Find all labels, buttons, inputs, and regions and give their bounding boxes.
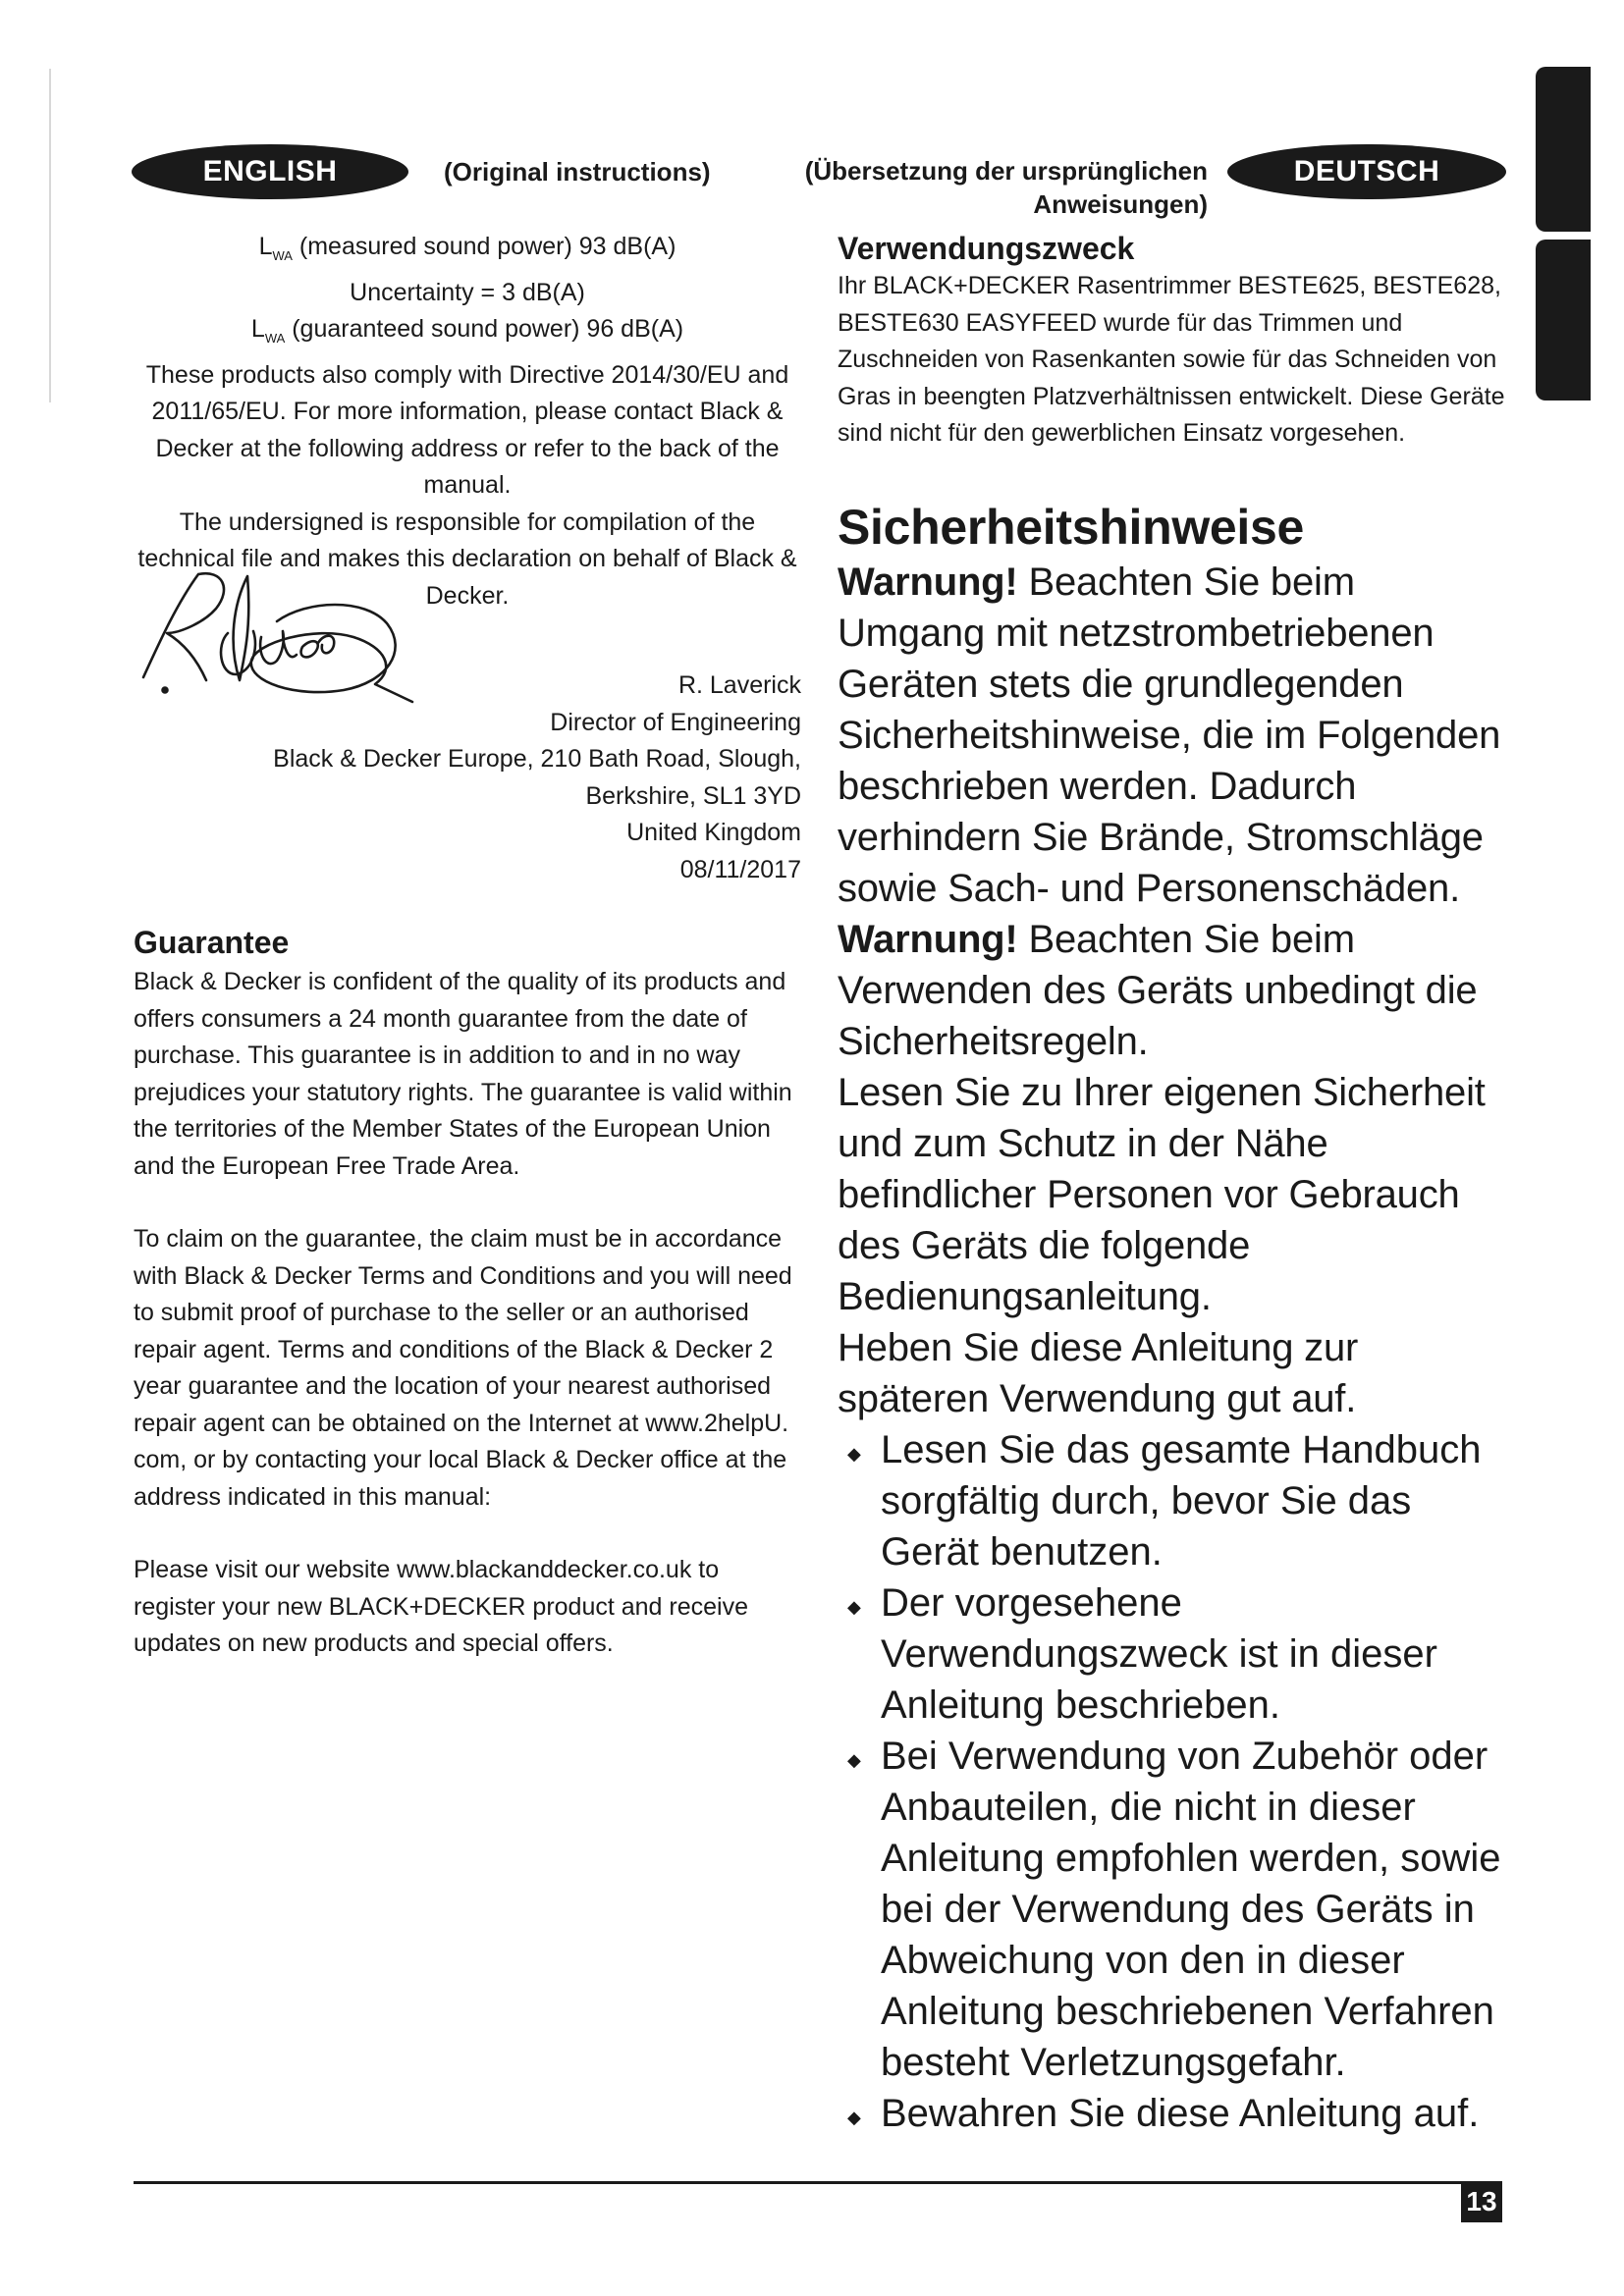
list-item: ◆ Bewahren Sie diese Anleitung auf.	[838, 2088, 1505, 2147]
warning-text: Beachten Sie beim Verwenden des Geräts unbedingt die Sicherheitsregeln.	[838, 917, 1478, 1063]
safety-paragraph-4: Heben Sie diese Anleitung zur späteren Verwendung gut auf.	[838, 1325, 1359, 1420]
guarantee-paragraph-3: Please visit our website www.blackanddecker.co.uk to register your new BLACK+DECKER product and receive updates on new products and special offers.	[134, 1556, 748, 1657]
address-country: United Kingdom	[626, 819, 801, 846]
warning-label: Warnung!	[838, 917, 1018, 961]
language-label-text: DEUTSCH	[1293, 155, 1440, 187]
list-item: ◆ Lesen Sie das gesamte Handbuch sorgfältig durch, bevor Sie das Gerät benutzen.	[838, 1424, 1505, 1577]
page-number-text: 13	[1466, 2186, 1497, 2216]
translation-note	[785, 154, 1208, 221]
footer-rule	[134, 2181, 1502, 2184]
deutsch-column	[838, 229, 1505, 2147]
guarantee-heading: Guarantee	[134, 925, 290, 960]
safety-paragraph-3: Lesen Sie zu Ihrer eigenen Sicherheit und zum Schutz in der Nähe befindlicher Personen vor Gebrauch des Geräts die folgende Bedienungsanleitung.	[838, 1070, 1486, 1318]
uncertainty: Uncertainty = 3 dB(A)	[350, 278, 585, 306]
side-tab-english	[1536, 67, 1591, 232]
guarantee-section	[134, 923, 801, 1663]
english-column	[134, 229, 801, 614]
purpose-heading: Verwendungszweck	[838, 231, 1135, 266]
guarantee-paragraph-2: To claim on the guarantee, the claim must be in accordance with Black & Decker Terms and Conditions and you will need to submit proof of purchase to the seller or an authorised repair agent. Terms and conditions of the Black & Decker 2 year guarantee and the location of your nearest authorised repair agent can be obtained on the Internet at www.2helpU. com, or by contacting your local Black & Decker office at the address indicated in this manual:	[134, 1225, 792, 1511]
page-number	[1461, 2181, 1502, 2222]
bullet-diamond-icon: ◆	[847, 2107, 861, 2127]
address-line2: Berkshire, SL1 3YD	[585, 781, 801, 810]
bullet-diamond-icon: ◆	[847, 1443, 861, 1464]
signatory-title: Director of Engineering	[550, 708, 801, 736]
translation-note-line1: (Übersetzung der ursprünglichen	[804, 156, 1208, 186]
sound-power-block	[134, 229, 801, 614]
warning-1	[838, 557, 1505, 914]
original-instructions-note: (Original instructions)	[444, 157, 711, 187]
signature-name: R. Laverick	[130, 564, 135, 565]
language-label-text: ENGLISH	[202, 155, 338, 187]
translation-note-line2: Anweisungen)	[1033, 189, 1208, 219]
guarantee-paragraph-1: Black & Decker is confident of the quality of its products and offers consumers a 24 month guarantee from the date of purchase. This guarantee is in addition to and in no way prejudices your statutory rights. The guarantee is valid within the territories of the Member States of the European Union and the European Free Trade Area.	[134, 968, 792, 1180]
purpose-text: Ihr BLACK+DECKER Rasentrimmer BESTE625, BESTE628, BESTE630 EASYFEED wurde für das Trimmen und Zuschneiden von Rasenkanten sowie für das Schneiden von Gras in beengten Platzverhältnissen entwickelt. Diese Geräte sind nicht für den gewerblichen Einsatz vorgesehen.	[838, 272, 1505, 447]
language-label-english	[132, 144, 408, 199]
declaration-date: 08/11/2017	[679, 855, 801, 883]
guaranteed-sound-power: $L_{WA}$ (guaranteed sound power) 96 dB(A)	[250, 315, 684, 346]
side-tab-deutsch	[1536, 240, 1591, 400]
warning-text: Beachten Sie beim Umgang mit netzstrombetriebenen Geräten stets die grundlegenden Sicherheitshinweise, die im Folgenden beschrieben werden. Dadurch verhindern Sie Brände, Stromschläge sowie Sach- und Personenschäden.	[838, 560, 1501, 910]
address-line1: Black & Decker Europe, 210 Bath Road, Slough,	[273, 745, 801, 773]
directive-text: These products also comply with Directive 2014/30/EU and 2011/65/EU. For more information, please contact Black & Decker at the following address or refer to the back of the manual.	[145, 360, 789, 499]
warning-2	[838, 914, 1505, 1067]
bullet-diamond-icon: ◆	[847, 1596, 861, 1617]
bullet-diamond-icon: ◆	[847, 1749, 861, 1770]
language-label-deutsch	[1227, 144, 1506, 199]
list-item: ◆ Der vorgesehene Verwendungszweck ist in dieser Anleitung beschrieben.	[838, 1577, 1505, 1731]
signatory-block	[134, 667, 801, 888]
warning-label: Warnung!	[838, 560, 1018, 604]
undersigned-text: The undersigned is responsible for compilation of the technical file and makes this declaration on behalf of Black & Decker.	[137, 507, 797, 610]
measured-sound-power: $L_{WA}$ (measured sound power) 93 dB(A)	[258, 233, 677, 263]
signatory-name: R. Laverick	[677, 671, 801, 699]
list-item: ◆ Bei Verwendung von Zubehör oder Anbauteilen, die nicht in dieser Anleitung empfohlen werden, sowie bei der Verwendung des Geräts in Abweichung von den in dieser Anleitung beschriebenen Verfahren besteht Verletzungsgefahr.	[838, 1731, 1505, 2088]
margin-line	[49, 69, 51, 402]
safety-heading: Sicherheitshinweise	[838, 499, 1305, 555]
